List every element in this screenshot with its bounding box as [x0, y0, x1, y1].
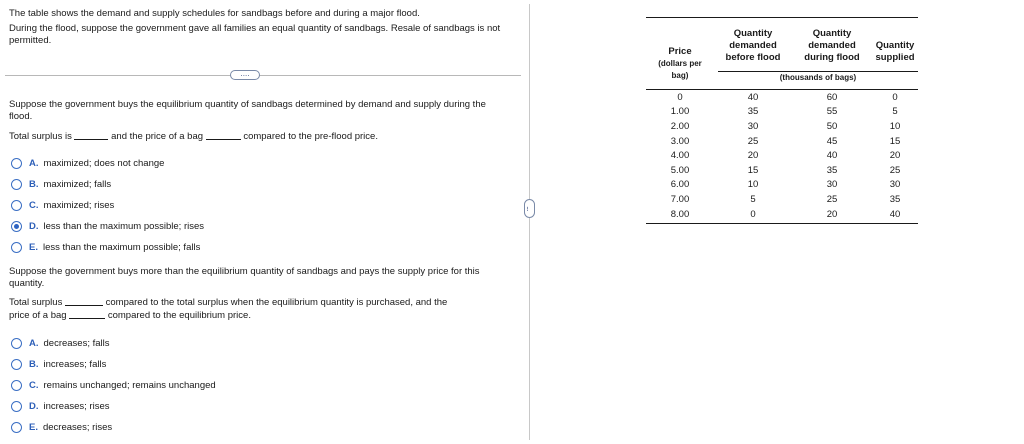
- price-cell: 0: [677, 91, 683, 103]
- price-cell: 7.00: [670, 193, 690, 205]
- option-text: maximized; rises: [43, 200, 115, 211]
- option-text: less than the maximum possible; rises: [43, 221, 205, 232]
- option-letter: C.: [29, 200, 39, 211]
- price-cell: 1.00: [670, 106, 690, 118]
- stem-text: and the price of a bag: [111, 131, 204, 142]
- option-text: less than the maximum possible; falls: [42, 242, 201, 253]
- table-bottom-rule: [646, 223, 918, 224]
- table-row: [646, 178, 918, 193]
- option-text: increases; falls: [43, 359, 107, 370]
- option-d[interactable]: [11, 396, 216, 417]
- option-a[interactable]: [11, 333, 216, 354]
- option-b[interactable]: [11, 174, 204, 195]
- option-letter: C.: [29, 380, 39, 391]
- option-text: decreases; rises: [42, 422, 113, 433]
- table-body: [646, 90, 918, 221]
- header-text: before flood: [725, 52, 781, 63]
- option-letter: B.: [29, 359, 39, 370]
- qd-before-cell: 40: [747, 91, 759, 103]
- qd-before-cell: 30: [747, 120, 759, 132]
- question-2-prompt: Suppose the government buys more than the equilibrium quantity of sandbags and pays the supply price for this quantity.: [9, 266, 480, 289]
- qs-cell: 5: [892, 106, 898, 118]
- price-header: [646, 46, 714, 82]
- units-label: (thousands of bags): [779, 73, 857, 82]
- radio-button[interactable]: [11, 179, 22, 190]
- qd-during-header: [792, 28, 872, 64]
- option-letter: E.: [29, 242, 38, 253]
- answer-blank: [74, 130, 108, 140]
- table-row: [646, 207, 918, 222]
- question-2-stem: [9, 296, 509, 322]
- schedule-table: [646, 17, 918, 224]
- qs-cell: 30: [889, 179, 901, 191]
- header-text: supplied: [875, 52, 915, 63]
- header-text: during flood: [804, 52, 860, 63]
- answer-blank: [206, 130, 241, 140]
- radio-button[interactable]: [11, 158, 22, 169]
- table-header: [646, 18, 918, 90]
- intro-line-2: During the flood, suppose the government gave all families an equal quantity of sandbags. Resale of sandbags is not permitted.: [9, 23, 501, 46]
- stem-text: Total surplus is: [9, 131, 72, 142]
- radio-button[interactable]: [11, 401, 22, 412]
- stem-text: Total surplus: [9, 297, 63, 308]
- header-text: Quantity: [733, 28, 773, 39]
- qs-cell: 40: [889, 208, 901, 220]
- qd-before-cell: 5: [750, 193, 756, 205]
- option-letter: A.: [29, 158, 39, 169]
- table-row: [646, 134, 918, 149]
- option-text: maximized; falls: [43, 179, 112, 190]
- radio-button[interactable]: [11, 380, 22, 391]
- qs-cell: 0: [892, 91, 898, 103]
- option-a[interactable]: [11, 153, 204, 174]
- option-b[interactable]: [11, 354, 216, 375]
- table-row: [646, 163, 918, 178]
- answer-blank: [69, 309, 105, 319]
- radio-button[interactable]: [11, 200, 22, 211]
- question-2: [9, 266, 509, 322]
- header-text: Quantity: [875, 40, 915, 51]
- qd-during-cell: 40: [826, 150, 838, 162]
- price-cell: 5.00: [670, 164, 690, 176]
- option-e[interactable]: [11, 237, 204, 258]
- question-1: [9, 99, 509, 143]
- option-letter: D.: [29, 401, 39, 412]
- radio-button[interactable]: [11, 242, 22, 253]
- price-cell: 4.00: [670, 150, 690, 162]
- qd-during-cell: 30: [826, 179, 838, 191]
- qd-during-cell: 50: [826, 120, 838, 132]
- option-letter: B.: [29, 179, 39, 190]
- radio-button[interactable]: [11, 359, 22, 370]
- radio-button[interactable]: [11, 338, 22, 349]
- option-letter: E.: [29, 422, 38, 433]
- price-cell: 3.00: [670, 135, 690, 147]
- option-c[interactable]: [11, 375, 216, 396]
- divider-line: [5, 75, 521, 76]
- qd-before-cell: 35: [747, 106, 759, 118]
- question-1-prompt: Suppose the government buys the equilibrium quantity of sandbags determined by demand and supply during the flood.: [9, 99, 486, 122]
- option-text: decreases; falls: [43, 338, 110, 349]
- answer-blank: [65, 296, 103, 306]
- splitter-handle-dots: ...: [525, 206, 535, 211]
- qd-during-cell: 45: [826, 135, 838, 147]
- option-d[interactable]: [11, 216, 204, 237]
- option-c[interactable]: [11, 195, 204, 216]
- table-row: [646, 105, 918, 120]
- price-cell: 2.00: [670, 120, 690, 132]
- qd-before-cell: 25: [747, 135, 759, 147]
- intro-line-1: The table shows the demand and supply schedules for sandbags before and during a major flood.: [9, 8, 420, 19]
- stem-text: compared to the pre-flood price.: [243, 131, 378, 142]
- table-row: [646, 192, 918, 207]
- option-text: increases; rises: [43, 401, 110, 412]
- qd-before-cell: 20: [747, 150, 759, 162]
- table-row: [646, 119, 918, 134]
- table-row: [646, 148, 918, 163]
- qs-cell: 35: [889, 193, 901, 205]
- intro-text: [9, 8, 509, 50]
- stem-text: compared to the equilibrium price.: [107, 310, 251, 321]
- section-divider: [5, 70, 521, 80]
- option-text: remains unchanged; remains unchanged: [43, 380, 216, 391]
- price-cell: 6.00: [670, 179, 690, 191]
- qd-before-cell: 0: [750, 208, 756, 220]
- qs-cell: 25: [889, 164, 901, 176]
- question-1-stem: [9, 130, 509, 143]
- qd-before-cell: 15: [747, 164, 759, 176]
- table-row: [646, 90, 918, 105]
- qd-before-cell: 10: [747, 179, 759, 191]
- header-text: Price: [668, 46, 692, 57]
- qs-cell: 10: [889, 120, 901, 132]
- panel-splitter: [525, 4, 535, 440]
- expand-divider-button[interactable]: ....: [230, 70, 260, 80]
- qd-before-header: [714, 28, 792, 64]
- option-text: maximized; does not change: [43, 158, 165, 169]
- radio-button[interactable]: [11, 422, 22, 433]
- qd-during-cell: 55: [826, 106, 838, 118]
- qs-header: [872, 40, 918, 64]
- header-text: (dollars per: [658, 59, 702, 68]
- header-text: bag): [671, 71, 689, 80]
- price-cell: 8.00: [670, 208, 690, 220]
- question-panel: [9, 0, 519, 444]
- radio-button[interactable]: [11, 221, 22, 232]
- option-letter: A.: [29, 338, 39, 349]
- stem-text: price of a bag: [9, 310, 67, 321]
- question-2-options: [11, 333, 216, 438]
- qd-during-cell: 25: [826, 193, 838, 205]
- option-e[interactable]: [11, 417, 216, 438]
- qd-during-cell: 20: [826, 208, 838, 220]
- header-text: demanded: [729, 40, 777, 51]
- question-1-options: [11, 153, 204, 258]
- qs-cell: 20: [889, 150, 901, 162]
- header-text: demanded: [808, 40, 856, 51]
- qd-during-cell: 60: [826, 91, 838, 103]
- option-letter: D.: [29, 221, 39, 232]
- stem-text: compared to the total surplus when the equilibrium quantity is purchased, and the: [105, 297, 448, 308]
- splitter-handle[interactable]: [524, 199, 535, 218]
- qs-cell: 15: [889, 135, 901, 147]
- header-text: Quantity: [812, 28, 852, 39]
- qd-during-cell: 35: [826, 164, 838, 176]
